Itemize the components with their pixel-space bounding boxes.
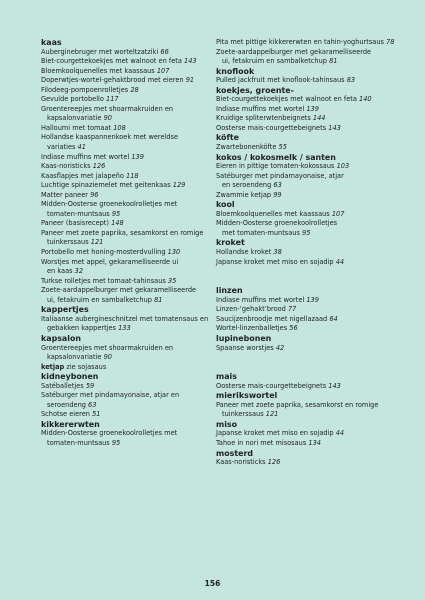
index-entry — [216, 181, 396, 191]
index-entry — [41, 95, 216, 105]
index-heading: mais — [216, 372, 237, 382]
entry-text: Zwammie ketjap — [216, 190, 272, 199]
entry-page-number: 130 — [167, 248, 181, 257]
index-entry — [41, 439, 216, 449]
index-heading: kaas — [41, 38, 62, 47]
entry-page-number: 126 — [267, 458, 281, 467]
index-entry — [216, 258, 396, 268]
entry-text: Kaas-noristicks — [41, 162, 91, 171]
entry-page-number: 56 — [289, 324, 298, 333]
entry-page-number: 143 — [328, 123, 341, 132]
entry-page-number: 121 — [90, 238, 104, 247]
entry-text: kapsalonvariatie — [47, 114, 102, 123]
entry-text: Luchtige spinaziemelet met geitenkaas — [41, 181, 171, 190]
page-number: 156 — [204, 579, 221, 588]
section-spacer — [216, 353, 396, 363]
index-entry — [41, 67, 216, 77]
index-heading: kokos / kokosmelk / santen — [216, 152, 336, 162]
entry-text: variaties — [47, 143, 76, 152]
entry-text: ui, fetakruim en sambalketchup — [222, 57, 327, 66]
index-entry — [41, 238, 216, 248]
index-entry — [41, 353, 216, 363]
index-entry — [41, 229, 216, 239]
index-entry — [216, 382, 396, 392]
entry-page-number: 129 — [172, 181, 186, 190]
entry-page-number: 55 — [278, 143, 287, 152]
index-entry — [41, 248, 216, 258]
entry-page-number: 66 — [160, 47, 169, 56]
entry-text: gebakken kappertjes — [47, 324, 116, 333]
index-entry — [216, 57, 396, 67]
index-heading: lupinebonen — [216, 333, 272, 343]
entry-text: Linzen-‘gehakt’brood — [216, 305, 286, 314]
index-entry — [41, 172, 216, 182]
index-entry — [216, 191, 396, 201]
entry-page-number: 143 — [184, 57, 197, 66]
entry-page-number: 139 — [131, 152, 144, 161]
see-reference — [41, 363, 216, 373]
entry-text: Japanse kroket met miso en sojadip — [216, 257, 334, 266]
entry-text: Kaas-noristicks — [216, 458, 266, 467]
entry-text: ui, fetakruim en sambalketchup — [47, 295, 152, 304]
entry-page-number: 42 — [275, 343, 285, 352]
entry-text: Turkse rolletjes met tomaat-tahinsaus — [41, 276, 166, 285]
entry-page-number: 134 — [308, 438, 321, 447]
index-entry — [41, 315, 216, 325]
entry-page-number: 118 — [126, 171, 139, 180]
entry-page-number: 96 — [90, 190, 99, 199]
entry-page-number: 63 — [273, 181, 282, 190]
entry-text: Hollandse kroket — [216, 248, 272, 257]
index-heading: kool — [216, 200, 235, 210]
entry-page-number: 90 — [103, 114, 112, 123]
section-spacer — [216, 267, 396, 277]
entry-text: Filodeeg-pompoenrolletjes — [41, 85, 129, 94]
index-entry — [41, 162, 216, 172]
index-entry — [216, 458, 396, 468]
index-entry — [41, 296, 216, 306]
entry-page-number: 44 — [335, 429, 345, 438]
entry-text: Groentereepjes met shoarmakruiden en — [41, 104, 174, 113]
section-spacer — [216, 277, 396, 287]
entry-page-number: 107 — [331, 209, 345, 218]
index-heading: mosterd — [216, 448, 254, 458]
index-entry — [41, 344, 216, 354]
index-entry — [41, 200, 216, 210]
index-columns — [41, 38, 403, 468]
section-spacer — [216, 363, 396, 373]
entry-page-number: 139 — [306, 295, 319, 304]
index-heading: linzen — [216, 286, 243, 296]
entry-text: tuinkerssaus — [47, 238, 89, 247]
entry-text: Biet-courgettekoekjes met walnoot en feta — [216, 95, 357, 104]
entry-text: Doperwtjes-wortel-gehaktbrood met eieren — [41, 76, 184, 85]
index-entry — [41, 124, 216, 134]
entry-page-number: 59 — [85, 381, 95, 390]
index-entry — [216, 401, 396, 411]
entry-text: Schotse eieren — [41, 410, 90, 419]
index-entry — [41, 86, 216, 96]
entry-text: Satéburger met pindamayonaise, atjar en — [41, 391, 180, 400]
entry-page-number: 107 — [156, 66, 170, 75]
entry-text: Portobello met honing-mosterdvulling — [41, 248, 166, 257]
entry-text: Italiaanse aubergineschnitzel met tomatensaus en — [41, 314, 209, 323]
index-entry — [216, 305, 396, 315]
entry-text: Zoete-aardappelburger met gekaramelliseerde — [216, 47, 372, 56]
index-heading: mierikswortel — [216, 391, 278, 401]
entry-page-number: 148 — [111, 219, 124, 228]
entry-page-number: 78 — [386, 38, 395, 46]
index-entry — [41, 429, 216, 439]
index-entry — [41, 258, 216, 268]
index-entry — [216, 324, 396, 334]
entry-text: tomaten-muntsaus — [47, 438, 110, 447]
entry-text: Kruidige spliterwtenbeignets — [216, 114, 311, 123]
entry-text: Pulled jackfruit met knoflook-tahinsaus — [216, 76, 345, 85]
entry-text: Paneer (basisrecept) — [41, 219, 109, 228]
entry-text: Midden-Oosterse groenekoolrolletjes — [216, 219, 338, 228]
entry-text: Paneer met zoete paprika, sesamkorst en romige — [41, 228, 204, 237]
index-entry — [41, 324, 216, 334]
index-entry — [41, 391, 216, 401]
entry-page-number: 91 — [185, 76, 195, 85]
entry-page-number: 144 — [312, 114, 326, 123]
entry-text: Biet-courgettekoekjes met walnoot en feta — [41, 57, 182, 66]
entry-text: tuinkerssaus — [222, 410, 264, 419]
entry-text: Midden-Oosterse groenekoolrolletjes met — [41, 200, 178, 209]
index-entry — [41, 401, 216, 411]
entry-page-number: 63 — [88, 400, 97, 409]
entry-text: Indiase muffins met wortel — [41, 152, 130, 161]
index-heading: kappertjes — [41, 305, 89, 315]
entry-page-number: 95 — [302, 228, 311, 237]
index-entry — [216, 95, 396, 105]
index-entry — [216, 38, 396, 48]
entry-text: Auberginebruger met worteltzatziki — [41, 47, 159, 56]
entry-page-number: 140 — [359, 95, 372, 104]
index-entry — [216, 143, 396, 153]
entry-text: Saucijzenbroodje met nigellazaad — [216, 314, 328, 323]
index-entry — [41, 181, 216, 191]
index-entry — [41, 267, 216, 277]
entry-text: Zwartebonenköfte — [216, 143, 277, 152]
index-entry — [41, 286, 216, 296]
entry-page-number: 35 — [167, 276, 177, 285]
entry-text: met tomaten-muntsaus — [222, 228, 300, 237]
index-entry — [41, 48, 216, 58]
index-heading: knoflook — [216, 66, 255, 76]
entry-text: Matter paneer — [41, 190, 88, 199]
index-heading: koekjes, groente- — [216, 85, 294, 95]
entry-page-number: 44 — [335, 257, 345, 266]
entry-page-number: 103 — [336, 162, 350, 171]
entry-text: seroendeng — [47, 400, 86, 409]
entry-page-number: 95 — [111, 438, 121, 447]
entry-text: Spaanse worstjes — [216, 343, 274, 352]
index-entry — [216, 124, 396, 134]
entry-page-number: 143 — [328, 381, 341, 390]
see-reference-term: ketjap — [41, 362, 65, 371]
index-entry — [41, 410, 216, 420]
entry-text: Groentereepjes met shoarmakruiden en — [41, 343, 174, 352]
entry-page-number: 121 — [265, 410, 279, 419]
entry-text: Satébalîetjes — [41, 381, 84, 390]
entry-text: Oosterse mais-courgettebeignets — [216, 123, 327, 132]
entry-text: Indiase muffins met wortel — [216, 104, 305, 113]
entry-text: Bloemkoolquenelles met kaassaus — [41, 66, 155, 75]
entry-page-number: 41 — [77, 143, 86, 152]
entry-page-number: 99 — [273, 190, 282, 199]
entry-text: Kaasflapjes met jalapeño — [41, 171, 124, 180]
entry-text: Worstjes met appel, gekaramelliseerde ui — [41, 257, 179, 266]
index-entry — [216, 296, 396, 306]
entry-text: Paneer met zoete paprika, sesamkorst en romige — [216, 400, 379, 409]
entry-text: Pita met pittige kikkererwten en tahin-yoghurtsaus — [216, 38, 384, 46]
index-entry — [41, 210, 216, 220]
index-entry — [216, 429, 396, 439]
index-heading: kroket — [216, 238, 245, 248]
entry-text: Eieren in pittige tomaten-kokossaus — [216, 162, 335, 171]
entry-page-number: 28 — [130, 85, 139, 94]
index-entry — [216, 219, 396, 229]
entry-page-number: 81 — [154, 295, 163, 304]
entry-text: Bloemkoolquenelles met kaassaus — [216, 209, 330, 218]
entry-text: Japanse kroket met miso en sojadip — [216, 429, 334, 438]
entry-page-number: 38 — [273, 248, 282, 257]
entry-text: Oosterse mais-courgettebeignets — [216, 381, 327, 390]
index-column-right — [216, 38, 396, 468]
entry-text: Indiase muffins met wortel — [216, 295, 305, 304]
index-entry — [216, 114, 396, 124]
index-entry — [216, 162, 396, 172]
index-entry — [216, 344, 396, 354]
index-entry — [41, 219, 216, 229]
index-heading: miso — [216, 419, 238, 429]
entry-text: Halloumi met tomaat — [41, 123, 112, 132]
entry-page-number: 90 — [103, 353, 112, 362]
entry-page-number: 64 — [329, 314, 338, 323]
entry-text: tomaten-muntsaus — [47, 209, 110, 218]
index-entry — [216, 105, 396, 115]
entry-text: Tahoe in nori met misosaus — [216, 438, 307, 447]
entry-text: kapsalonvariatie — [47, 353, 102, 362]
index-entry — [216, 210, 396, 220]
index-entry — [216, 229, 396, 239]
index-entry — [216, 315, 396, 325]
entry-page-number: 32 — [74, 267, 84, 276]
see-reference-target: zie sojasaus — [66, 362, 107, 371]
entry-text: Satéburger met pindamayonaise, atjar — [216, 171, 344, 180]
entry-page-number: 117 — [106, 95, 119, 104]
entry-page-number: 83 — [346, 76, 356, 85]
index-entry — [41, 277, 216, 287]
index-entry — [216, 410, 396, 420]
index-heading: kikkererwten — [41, 419, 100, 429]
index-column-left — [41, 38, 216, 468]
entry-text: Zoete-aardappelburger met gekaramelliseerde — [41, 286, 197, 295]
index-entry — [41, 191, 216, 201]
index-heading: kidneybonen — [41, 372, 99, 382]
index-entry — [41, 133, 216, 143]
entry-text: Hollandse kaaspannenkoek met wereldse — [41, 133, 179, 142]
entry-page-number: 95 — [111, 209, 121, 218]
entry-page-number: 51 — [92, 410, 101, 419]
entry-text: en kaas — [47, 267, 73, 276]
index-heading: kapsalon — [41, 333, 81, 343]
index-entry — [41, 153, 216, 163]
entry-page-number: 81 — [329, 57, 338, 66]
index-heading: köfte — [216, 133, 240, 143]
entry-page-number: 139 — [306, 104, 319, 113]
index-entry — [216, 76, 396, 86]
index-entry — [41, 57, 216, 67]
index-entry — [216, 439, 396, 449]
entry-page-number: 126 — [92, 162, 106, 171]
index-entry — [41, 76, 216, 86]
entry-text: Midden-Oosterse groenekoolrolletjes met — [41, 429, 178, 438]
index-entry — [41, 105, 216, 115]
entry-text: Wortel-linzenballetjes — [216, 324, 288, 333]
index-entry — [216, 248, 396, 258]
entry-page-number: 108 — [113, 123, 126, 132]
index-entry — [216, 48, 396, 58]
entry-text: Gevulde portobello — [41, 95, 104, 104]
entry-page-number: 133 — [118, 324, 131, 333]
index-entry — [41, 143, 216, 153]
index-entry — [216, 172, 396, 182]
entry-page-number: 77 — [287, 305, 297, 314]
index-entry — [41, 382, 216, 392]
index-entry — [41, 114, 216, 124]
entry-text: en seroendeng — [222, 181, 272, 190]
